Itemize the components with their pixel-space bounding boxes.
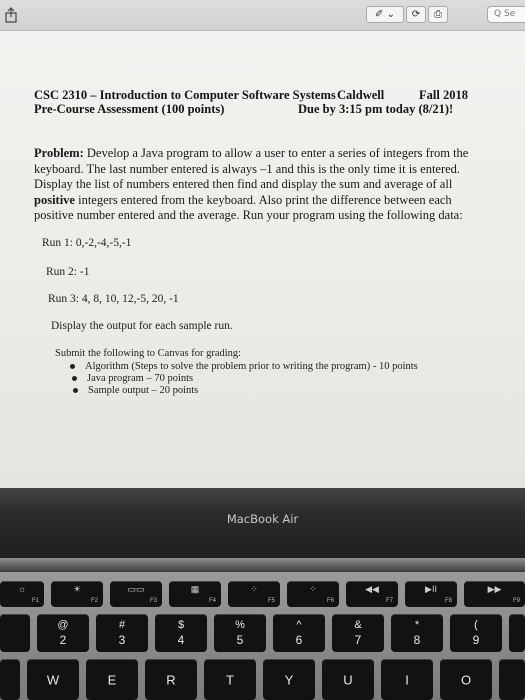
f3-key[interactable]: ▭▭ F3	[110, 581, 162, 607]
course-title: CSC 2310 – Introduction to Computer Software Systems	[34, 88, 336, 102]
f2-key[interactable]: ☀ F2	[51, 581, 103, 607]
keyboard-light-up-icon: ⁘	[309, 584, 317, 594]
bullet-icon	[73, 388, 78, 393]
key-9[interactable]: ( 9	[450, 614, 502, 652]
due-date: Due by 3:15 pm today (8/21)!	[298, 102, 454, 116]
run-2: Run 2: -1	[46, 266, 90, 278]
f6-key[interactable]: ⁘ F6	[287, 581, 339, 607]
rewind-icon: ◀◀	[365, 584, 379, 594]
f7-key[interactable]: ◀◀ F7	[346, 581, 398, 607]
key-6[interactable]: ^ 6	[273, 614, 325, 652]
display-instruction: Display the output for each sample run.	[51, 320, 233, 332]
rotate-icon[interactable]: ⟳	[406, 6, 426, 23]
keyboard-light-down-icon: ⁘	[250, 584, 258, 594]
print-icon[interactable]: ⎙	[428, 6, 448, 23]
assessment-title: Pre-Course Assessment (100 points)	[34, 102, 225, 116]
f9-key[interactable]: ▶▶ F9	[464, 581, 525, 607]
key-r[interactable]: R	[145, 659, 197, 700]
key-7[interactable]: & 7	[332, 614, 384, 652]
f5-key[interactable]: ⁘ F5	[228, 581, 280, 607]
play-pause-icon: ▶II	[425, 584, 437, 594]
key-1[interactable]	[0, 614, 30, 652]
key-5[interactable]: % 5	[214, 614, 266, 652]
bullet-item	[72, 373, 193, 384]
term-label: Fall 2018	[419, 88, 468, 102]
key-2[interactable]: @ 2	[37, 614, 89, 652]
key-o[interactable]: O	[440, 659, 492, 700]
bullet-text: Sample output – 20 points	[88, 385, 199, 396]
key-q[interactable]	[0, 659, 20, 700]
key-p[interactable]	[499, 659, 525, 700]
bullet-icon	[70, 364, 75, 369]
key-3[interactable]: # 3	[96, 614, 148, 652]
f8-key[interactable]: ▶II F8	[405, 581, 457, 607]
markup-icon[interactable]: ✐ ⌄	[366, 6, 404, 23]
instructor-name: Caldwell	[337, 88, 385, 102]
problem-statement	[34, 146, 489, 224]
brightness-up-icon: ☀	[72, 584, 82, 594]
key-y[interactable]: Y	[263, 659, 315, 700]
key-t[interactable]: T	[204, 659, 256, 700]
f1-key[interactable]: ☼ F1	[0, 581, 44, 607]
key-4[interactable]: $ 4	[155, 614, 207, 652]
share-icon[interactable]	[4, 7, 18, 23]
problem-emphasis: positive	[34, 192, 75, 207]
key-0[interactable]	[509, 614, 525, 652]
fast-forward-icon: ▶▶	[487, 584, 502, 594]
key-e[interactable]: E	[86, 659, 138, 700]
problem-label: Problem:	[34, 146, 87, 160]
run-1: Run 1: 0,-2,-4,-5,-1	[42, 237, 132, 249]
document-page	[0, 30, 525, 488]
mission-control-icon: ▭▭	[127, 584, 145, 594]
keyboard	[0, 572, 525, 700]
bullet-item	[70, 361, 418, 372]
search-field[interactable]: Q Se	[487, 6, 525, 23]
bullet-item	[73, 385, 198, 396]
problem-text-1: Develop a Java program to allow a user to enter a series of integers from the keyboard. The last number entered is always –1 and this is the only time it is entered. Display the list of numbers entered then find and display the sum and average of all	[34, 146, 469, 192]
hinge	[0, 558, 525, 572]
key-i[interactable]: I	[381, 659, 433, 700]
f4-key[interactable]: ▦ F4	[169, 581, 221, 607]
key-w[interactable]: W	[27, 659, 79, 700]
preview-toolbar	[0, 0, 525, 31]
brightness-down-icon: ☼	[17, 584, 27, 594]
key-u[interactable]: U	[322, 659, 374, 700]
bullet-icon	[72, 376, 77, 381]
brand-label: MacBook Air	[226, 512, 299, 526]
submit-heading: Submit the following to Canvas for grading:	[55, 348, 242, 359]
bullet-text: Java program – 70 points	[87, 373, 194, 384]
key-8[interactable]: * 8	[391, 614, 443, 652]
problem-text-2: integers entered from the keyboard. Also print the difference between each positive number entered and the average. Run your program using the following data:	[34, 192, 463, 223]
bullet-text: Algorithm (Steps to solve the problem prior to writing the program) - 10 points	[85, 361, 418, 372]
run-3: Run 3: 4, 8, 10, 12,-5, 20, -1	[48, 293, 179, 305]
launchpad-icon: ▦	[190, 584, 200, 594]
